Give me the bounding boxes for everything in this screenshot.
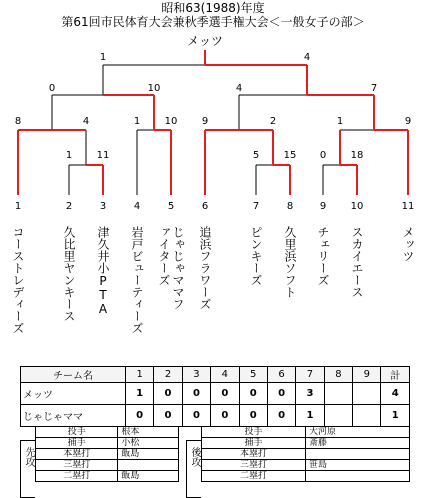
score-r2c-right: 2: [269, 116, 277, 127]
player-name: 小松: [118, 438, 179, 449]
score-qfa-right: 10: [147, 83, 161, 94]
team-number: 5: [167, 201, 175, 212]
score-sf-right: 7: [370, 83, 378, 94]
player-name: 飯島: [118, 471, 179, 482]
player-role: 捕手: [36, 438, 118, 449]
scoreboard-header-inning: 5: [239, 367, 267, 383]
scoreboard-inning-score: 3: [296, 383, 324, 405]
score-r2e-right: 18: [350, 150, 364, 161]
score-qfc-left: 1: [336, 116, 344, 127]
score-r2b-left: 1: [133, 116, 141, 127]
player-role: 三塁打: [36, 460, 118, 471]
score-r1-right: 11: [96, 150, 110, 161]
score-r2a-left: 8: [14, 116, 22, 127]
team-name: 久比里ヤンキース: [62, 226, 76, 322]
team-name: メッツ: [401, 226, 415, 262]
team-name: 津久井小PTA: [96, 226, 110, 316]
player-role: 三塁打: [202, 460, 306, 471]
score-r2a-right: 4: [82, 116, 90, 127]
team-number: 11: [401, 201, 415, 212]
player-name: 笹島: [306, 460, 410, 471]
player-role: 投手: [36, 427, 118, 438]
player-role: 捕手: [202, 438, 306, 449]
scoreboard-header-inning: 9: [353, 367, 381, 383]
player-role: 本塁打: [36, 449, 118, 460]
scoreboard-inning-score: [324, 383, 352, 405]
scoreboard-inning-score: 0: [125, 405, 153, 427]
player-name: [306, 449, 410, 460]
team-name: 岩戸ビューティーズ: [130, 226, 144, 334]
scoreboard-header-inning: 3: [182, 367, 210, 383]
team-name: 久里浜ソフト: [283, 226, 297, 298]
score-qfc-right: 9: [404, 116, 412, 127]
scoreboard-inning-score: 0: [267, 383, 295, 405]
second-batting-players: [201, 426, 410, 482]
scoreboard-inning-score: 0: [211, 405, 239, 427]
team-number: 10: [350, 201, 364, 212]
player-name: [118, 460, 179, 471]
champion-label: メッツ: [186, 34, 223, 48]
team-name: ピンキーズ: [249, 226, 263, 286]
first-batting-label: 先攻: [20, 440, 35, 498]
player-role: 二塁打: [202, 471, 306, 482]
year-title: 昭和63(1988)年度: [161, 1, 265, 15]
team-name: チェリーズ: [316, 226, 330, 286]
score-final-left: 1: [99, 52, 107, 63]
scoreboard-inning-score: 0: [182, 383, 210, 405]
first-batting-players: [35, 426, 179, 482]
team-name: 追浜フラワーズ: [198, 226, 212, 310]
player-name: 根本: [118, 427, 179, 438]
scoreboard-total: 4: [381, 383, 410, 405]
score-r2b-right: 10: [164, 116, 178, 127]
scoreboard-header-team: チーム名: [21, 367, 126, 383]
scoreboard-table: [20, 366, 410, 427]
scoreboard-header-inning: 8: [324, 367, 352, 383]
score-r2d-right: 15: [283, 150, 297, 161]
scoreboard-team: じゃじゃママ: [21, 405, 126, 427]
team-number: 1: [14, 201, 22, 212]
second-batting-label: 後攻: [186, 440, 201, 498]
score-r2d-left: 5: [252, 150, 260, 161]
scoreboard-inning-score: 0: [239, 405, 267, 427]
player-name: 斎藤: [306, 438, 410, 449]
scoreboard-inning-score: 0: [211, 383, 239, 405]
scoreboard-header-inning: 2: [154, 367, 182, 383]
player-name: 大河原: [306, 427, 410, 438]
scoreboard-inning-score: 0: [182, 405, 210, 427]
player-name: [306, 471, 410, 482]
team-number: 2: [65, 201, 73, 212]
score-r2c-left: 9: [201, 116, 209, 127]
player-role: 本塁打: [202, 449, 306, 460]
team-number: 7: [252, 201, 260, 212]
score-r1-left: 1: [65, 150, 73, 161]
scoreboard-inning-score: 1: [125, 383, 153, 405]
scoreboard-inning-score: 0: [154, 383, 182, 405]
scoreboard-header-inning: 計: [381, 367, 410, 383]
scoreboard-header-inning: 7: [296, 367, 324, 383]
tournament-title: 第61回市民体育大会兼秋季選手権大会＜一般女子の部＞: [61, 15, 365, 29]
scoreboard-inning-score: [353, 405, 381, 427]
scoreboard-inning-score: [324, 405, 352, 427]
team-number: 3: [99, 201, 107, 212]
score-r2e-left: 0: [319, 150, 327, 161]
scoreboard-total: 1: [381, 405, 410, 427]
player-role: 投手: [202, 427, 306, 438]
scoreboard-inning-score: 0: [154, 405, 182, 427]
scoreboard-team: メッツ: [21, 383, 126, 405]
scoreboard-inning-score: 1: [296, 405, 324, 427]
team-number: 8: [286, 201, 294, 212]
scoreboard-inning-score: 0: [267, 405, 295, 427]
team-name: スカイエース: [350, 226, 364, 298]
team-name: コーストレディーズ: [11, 226, 25, 334]
scoreboard-header-inning: 4: [211, 367, 239, 383]
tournament-bracket: [0, 0, 426, 226]
scoreboard-inning-score: 0: [239, 383, 267, 405]
score-sf-left: 4: [235, 83, 243, 94]
scoreboard-header-inning: 6: [267, 367, 295, 383]
team-number: 9: [319, 201, 327, 212]
team-name: じゃじゃママファイターズ: [157, 226, 185, 310]
scoreboard-inning-score: [353, 383, 381, 405]
player-name: 飯島: [118, 449, 179, 460]
score-final-right: 4: [303, 52, 311, 63]
player-role: 二塁打: [36, 471, 118, 482]
team-number: 6: [201, 201, 209, 212]
score-qfa-left: 0: [48, 83, 56, 94]
scoreboard-header-inning: 1: [125, 367, 153, 383]
team-number: 4: [133, 201, 141, 212]
